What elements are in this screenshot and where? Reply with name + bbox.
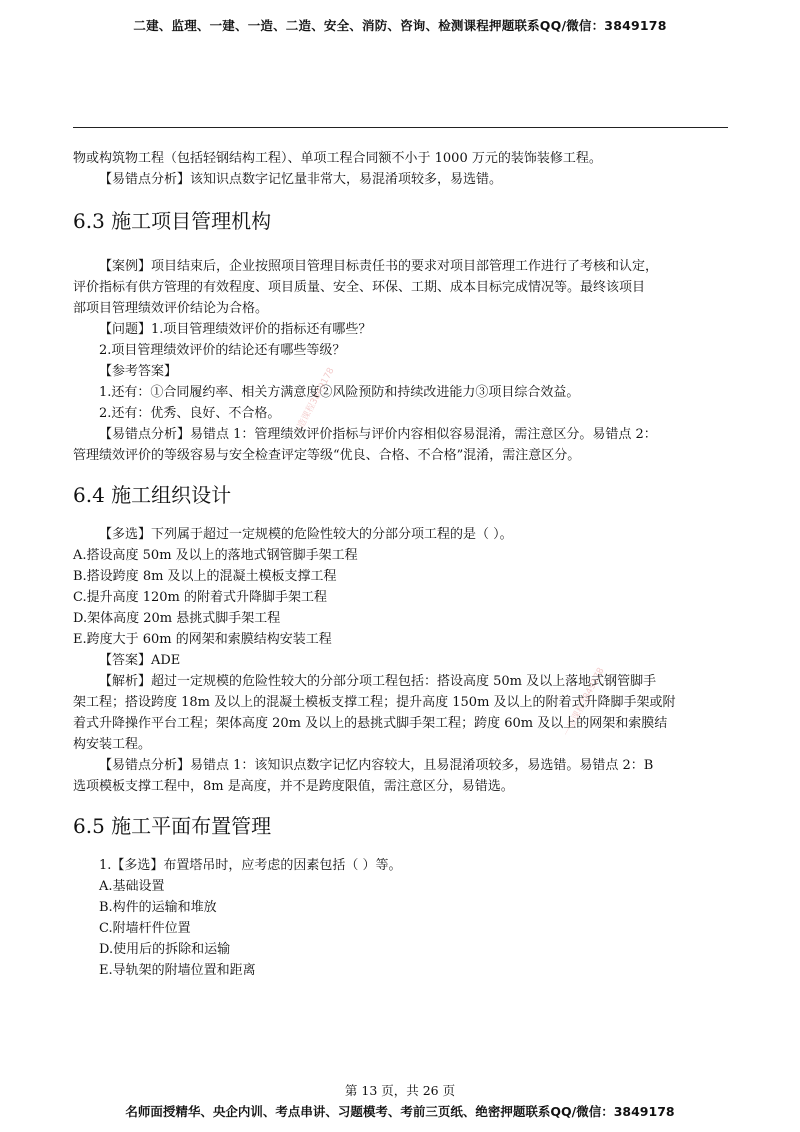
option: D.使用后的拆除和运输 <box>99 942 231 957</box>
section-title: 6.3 施工项目管理机构 <box>73 209 272 233</box>
answer: 1.还有：①合同履约率、相关方满意度②风险预防和持续改进能力③项目综合效益。 <box>99 385 580 400</box>
explanation: 构安装工程。 <box>73 737 152 752</box>
option: B.构件的运输和堆放 <box>99 900 217 915</box>
option: A.搭设高度 50m 及以上的落地式钢管脚手架工程 <box>73 548 358 563</box>
case-text: 部项目管理绩效评价结论为合格。 <box>73 301 269 316</box>
case-text: 评价指标有供方管理的有效程度、项目质量、安全、环保、工期、成本目标完成情况等。最终该项目 <box>73 280 646 295</box>
question: 【多选】下列属于超过一定规模的危险性较大的分部分项工程的是（ ）。 <box>99 527 513 542</box>
page-number: 第 13 页，共 26 页 <box>344 1083 456 1098</box>
answer: 【答案】ADE <box>99 653 181 668</box>
error-analysis: 【易错点分析】易错点 1：管理绩效评价指标与评价内容相似容易混淆，需注意区分。易错点 2： <box>99 427 657 442</box>
page-footer: 名师面授精华、央企内训、考点串讲、习题模考、考前三页纸、绝密押题联系QQ/微信：3849178 <box>125 1104 675 1119</box>
question: 2.项目管理绩效评价的结论还有哪些等级？ <box>99 343 346 358</box>
option: D.架体高度 20m 悬挑式脚手架工程 <box>73 611 281 626</box>
error-analysis: 【易错点分析】该知识点数字记忆量非常大，易混淆项较多，易选错。 <box>99 172 503 187</box>
explanation: 【解析】超过一定规模的危险性较大的分部分项工程包括：搭设高度 50m 及以上落地式钢管脚手 <box>99 674 657 689</box>
header-rule <box>73 127 728 128</box>
option: E.导轨架的附墙位置和距离 <box>99 963 256 978</box>
option: E.跨度大于 60m 的网架和索膜结构安装工程 <box>73 632 332 647</box>
section-title: 6.4 施工组织设计 <box>73 483 232 507</box>
option: C.附墙杆件位置 <box>99 921 191 936</box>
watermark: 一造课程3849178 <box>562 666 607 739</box>
option: B.搭设跨度 8m 及以上的混凝土模板支撑工程 <box>73 569 337 584</box>
option: C.提升高度 120m 的附着式升降脚手架工程 <box>73 590 328 605</box>
document-body <box>73 148 728 981</box>
reference-answer-label: 【参考答案】 <box>99 364 178 379</box>
page-header: 二建、监理、一建、一造、二造、安全、消防、咨询、检测课程押题联系QQ/微信：3849178 <box>133 18 667 33</box>
section-title: 6.5 施工平面布置管理 <box>73 814 272 838</box>
error-analysis: 管理绩效评价的等级容易与安全检查评定等级“优良、合格、不合格”混淆，需注意区分。 <box>73 448 581 463</box>
case-text: 【案例】项目结束后，企业按照项目管理目标责任书的要求对项目部管理工作进行了考核和认定， <box>99 259 659 274</box>
question: 【问题】1.项目管理绩效评价的指标还有哪些？ <box>99 322 372 337</box>
option: A.基础设置 <box>99 879 165 894</box>
answer: 2.还有：优秀、良好、不合格。 <box>99 406 281 421</box>
explanation: 着式升降操作平台工程；架体高度 20m 及以上的悬挑式脚手架工程；跨度 60m 及以上的网架和索膜结 <box>73 716 668 731</box>
watermark: 一造课程3849178 <box>292 366 337 439</box>
paragraph: 物或构筑物工程（包括轻钢结构工程）、单项工程合同额不小于 1000 万元的装饰装修工程。 <box>73 151 602 166</box>
explanation: 架工程；搭设跨度 18m 及以上的混凝土模板支撑工程；提升高度 150m 及以上的附着式升降脚手架或附 <box>73 695 676 710</box>
error-analysis: 选项模板支撑工程中，8m 是高度，并不是跨度限值，需注意区分，易错选。 <box>73 779 514 794</box>
question: 1.【多选】布置塔吊时，应考虑的因素包括（ ）等。 <box>99 858 402 873</box>
error-analysis: 【易错点分析】易错点 1：该知识点数字记忆内容较大，且易混淆项较多，易选错。易错点 2：B <box>99 758 654 773</box>
